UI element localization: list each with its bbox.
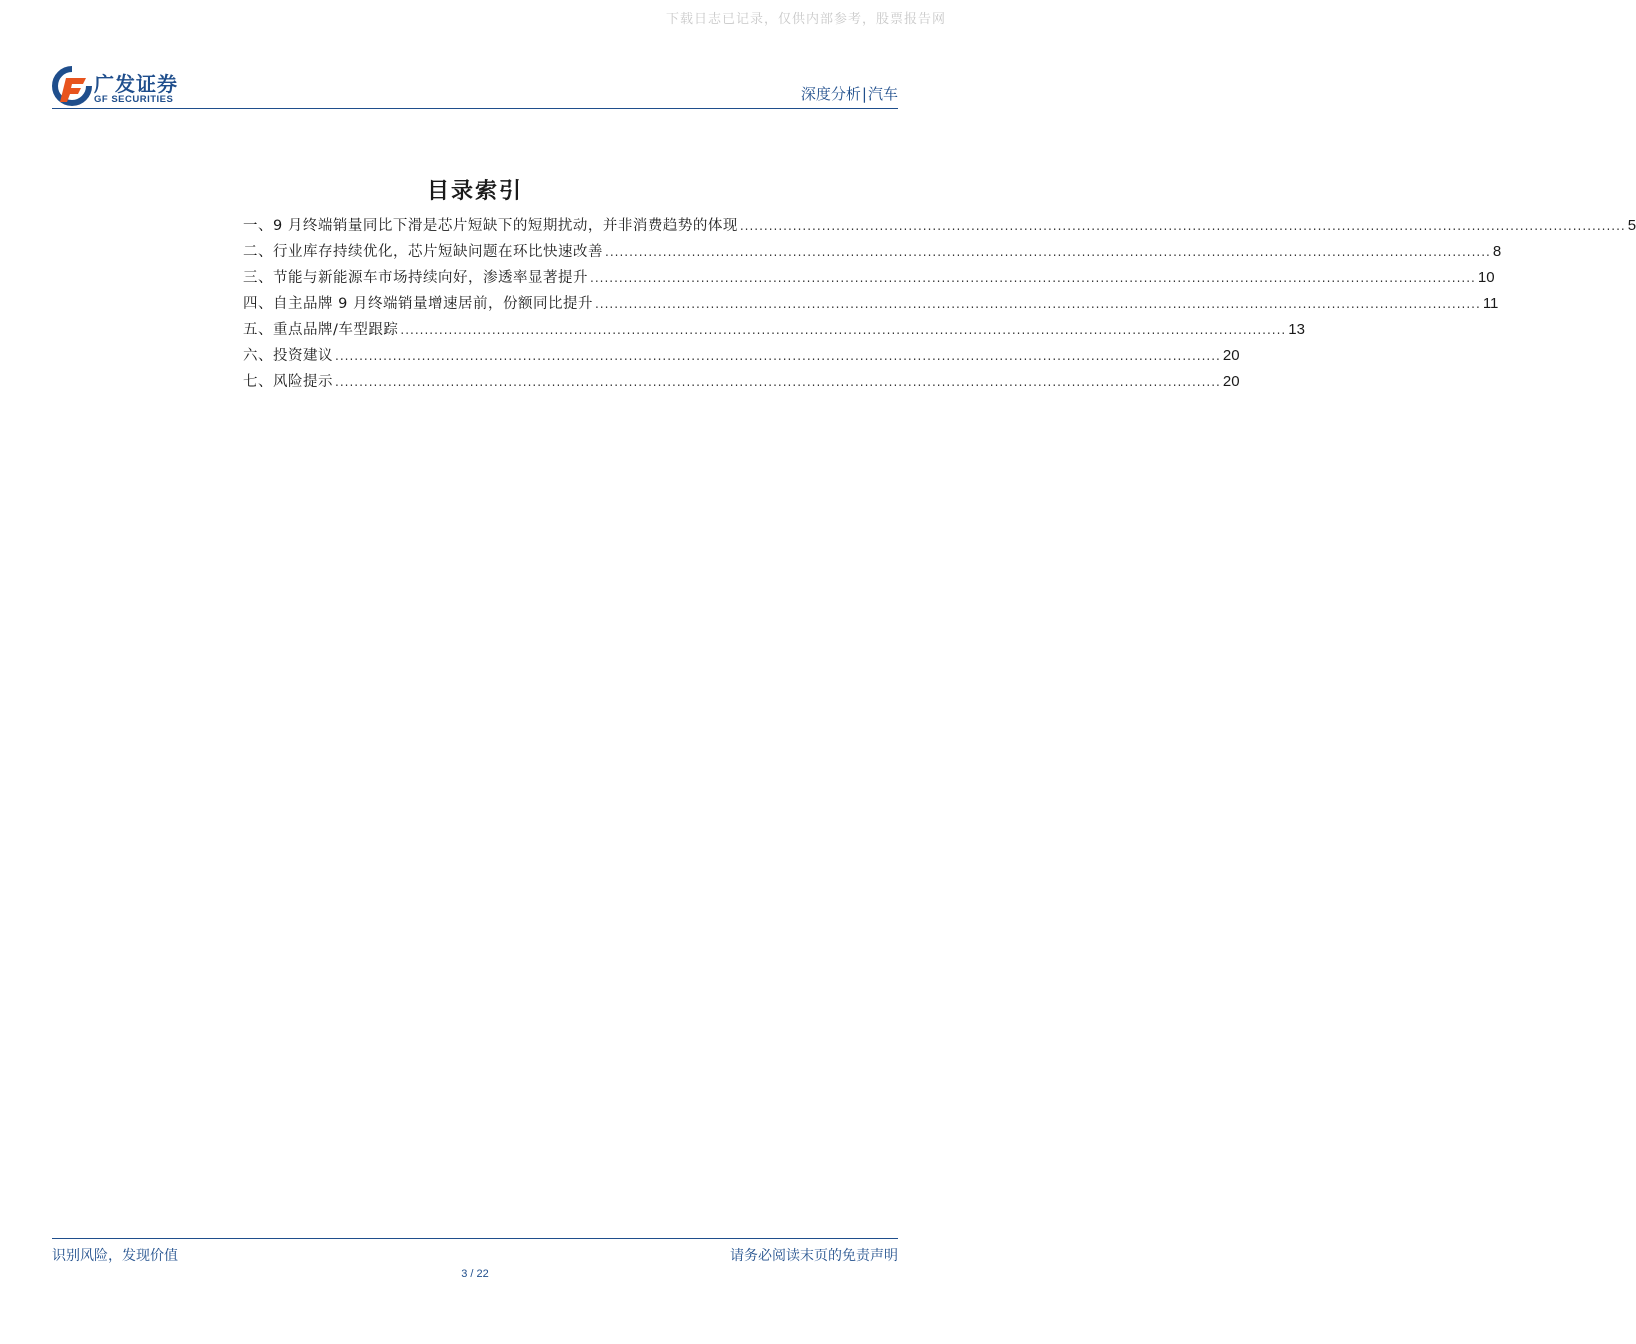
logo-chinese-name: 广发证券 bbox=[94, 72, 178, 96]
toc-leader-dots: ........................................................................................................................................................................................ bbox=[605, 245, 1491, 259]
gf-logo-icon bbox=[52, 66, 92, 106]
toc-item[interactable] bbox=[243, 292, 1499, 318]
toc-item[interactable] bbox=[243, 318, 1305, 344]
toc-item-label: 三、节能与新能源车市场持续向好，渗透率显著提升 bbox=[243, 270, 588, 286]
toc-item-label: 四、自主品牌 9 月终端销量增速居前，份额同比提升 bbox=[243, 296, 593, 312]
toc-item-page: 11 bbox=[1482, 295, 1499, 312]
report-category bbox=[801, 83, 898, 104]
footer-slogan: 识别风险，发现价值 bbox=[52, 1248, 178, 1264]
toc-item[interactable] bbox=[243, 344, 1240, 370]
toc-item-page: 20 bbox=[1222, 373, 1240, 390]
toc-item-page: 20 bbox=[1222, 347, 1240, 364]
toc-item-label: 七、风险提示 bbox=[243, 374, 333, 390]
toc-leader-dots: ........................................................................................................................................................................................ bbox=[590, 271, 1476, 285]
toc-leader-dots: ........................................................................................................................................................................................ bbox=[335, 349, 1221, 363]
toc-item-label: 一、9 月终端销量同比下滑是芯片短缺下的短期扰动，并非消费趋势的体现 bbox=[243, 218, 738, 234]
report-type: 深度分析 bbox=[800, 85, 861, 103]
toc-item-label: 二、行业库存持续优化，芯片短缺问题在环比快速改善 bbox=[243, 244, 603, 260]
page-footer bbox=[52, 1238, 898, 1269]
watermark-text: 下载日志已记录，仅供内部参考，股票报告网 bbox=[665, 12, 946, 27]
toc-leader-dots: ........................................................................................................................................................................................ bbox=[739, 219, 1626, 233]
toc-item-label: 五、重点品牌/车型跟踪 bbox=[243, 322, 399, 338]
toc-item-label: 六、投资建议 bbox=[243, 348, 333, 364]
toc-item-page: 10 bbox=[1477, 269, 1495, 286]
toc-leader-dots: ........................................................................................................................................................................................ bbox=[400, 323, 1287, 337]
toc-item[interactable] bbox=[243, 266, 1495, 292]
toc-title: 目录索引 bbox=[426, 178, 523, 204]
footer-disclaimer-note: 请务必阅读末页的免责声明 bbox=[730, 1248, 898, 1264]
gf-securities-logo bbox=[52, 66, 212, 108]
industry-label: 汽车 bbox=[867, 85, 898, 103]
page-header bbox=[52, 64, 898, 109]
toc-item-page: 5 bbox=[1627, 217, 1636, 234]
logo-english-name: GF SECURITIES bbox=[94, 94, 174, 105]
toc-item-page: 8 bbox=[1492, 243, 1502, 260]
toc-item[interactable] bbox=[243, 214, 1636, 240]
toc-leader-dots: ........................................................................................................................................................................................ bbox=[335, 375, 1221, 389]
table-of-contents bbox=[243, 214, 1636, 396]
page-number: 3 / 22 bbox=[461, 1268, 489, 1280]
toc-leader-dots: ........................................................................................................................................................................................ bbox=[594, 297, 1481, 311]
toc-item[interactable] bbox=[243, 370, 1240, 396]
header-separator: | bbox=[861, 85, 867, 103]
toc-item-page: 13 bbox=[1288, 321, 1305, 338]
toc-item[interactable] bbox=[243, 240, 1502, 266]
